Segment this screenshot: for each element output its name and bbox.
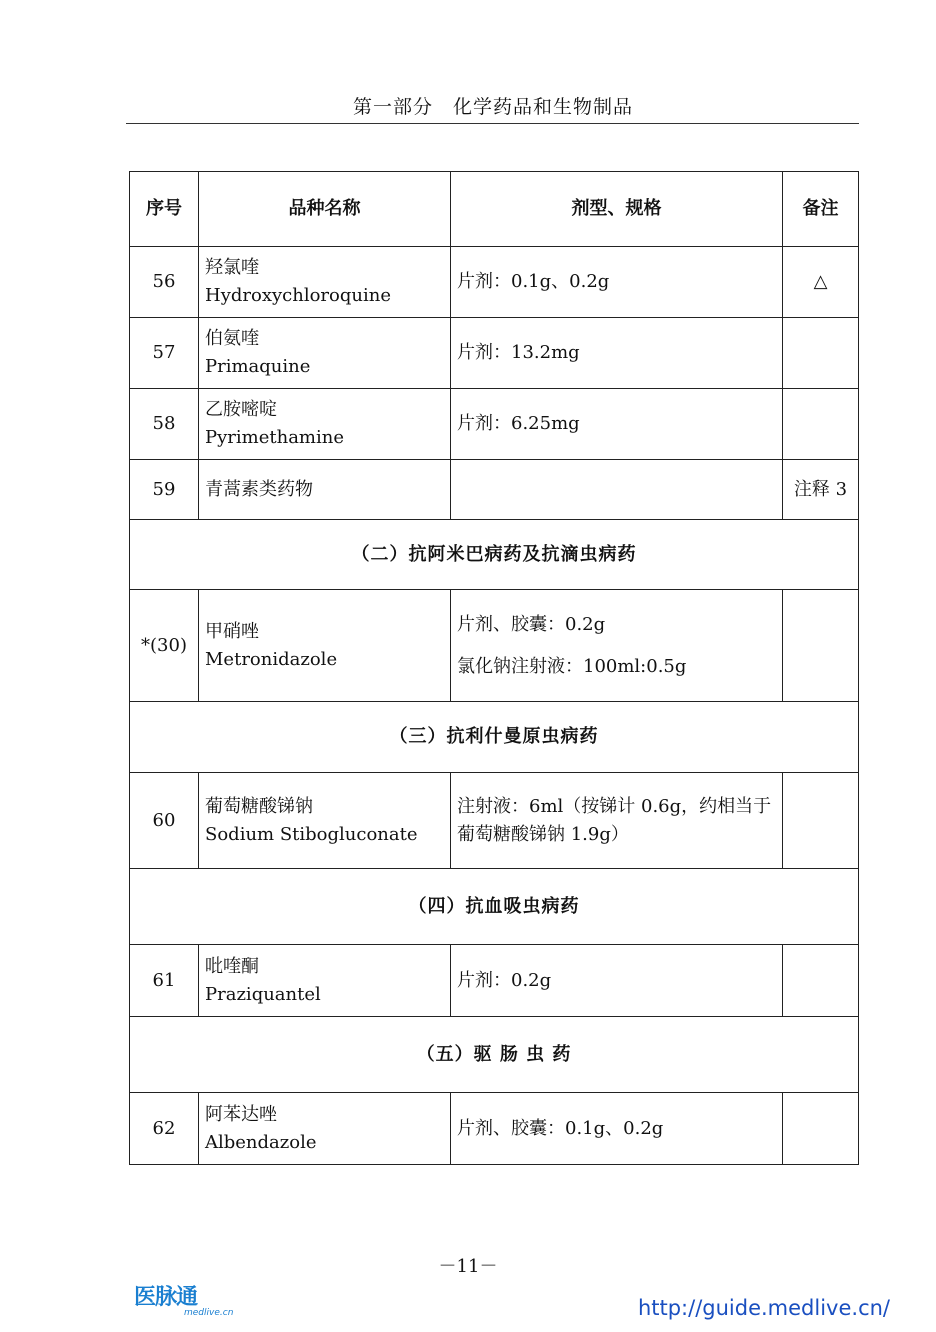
drug-name-en: Hydroxychloroquine	[205, 285, 391, 306]
row-spec: 片剂：0.2g	[451, 945, 783, 1017]
drug-name-cn: 青蒿素类药物	[199, 460, 451, 520]
drug-name-en: Pyrimethamine	[205, 427, 344, 448]
row-seq: 60	[130, 773, 199, 869]
table-row	[130, 945, 859, 1017]
row-seq: 62	[130, 1093, 199, 1165]
table-row	[130, 389, 859, 460]
table-row	[130, 590, 859, 702]
row-name	[199, 590, 451, 702]
row-spec: 片剂：0.1g、0.2g	[451, 247, 783, 318]
row-name	[199, 945, 451, 1017]
row-seq: *(30)	[130, 590, 199, 702]
row-seq: 56	[130, 247, 199, 318]
drug-name-en: Sodium Stibogluconate	[205, 823, 418, 845]
row-spec	[451, 590, 783, 702]
section-title: （三）抗利什曼原虫病药	[130, 702, 859, 773]
row-spec: 片剂、胶囊：0.1g、0.2g	[451, 1093, 783, 1165]
spec-line: 片剂、胶囊：0.2g	[457, 613, 606, 635]
section-title: （五）驱 肠 虫 药	[130, 1017, 859, 1093]
table-row	[130, 318, 859, 389]
drug-name-en: Metronidazole	[205, 648, 338, 670]
row-seq: 58	[130, 389, 199, 460]
page-header-title: 第一部分 化学药品和生物制品	[352, 96, 633, 118]
drug-table	[129, 171, 859, 1165]
row-name	[199, 773, 451, 869]
drug-name-en: Primaquine	[205, 356, 311, 377]
column-header-name: 品种名称	[199, 172, 451, 247]
row-name	[199, 389, 451, 460]
row-note	[783, 1093, 859, 1165]
drug-name-cn: 吡喹酮	[205, 955, 259, 977]
logo-subtext: medlive.cn	[184, 1308, 234, 1318]
row-spec: 片剂：13.2mg	[451, 318, 783, 389]
row-spec: 注射液：6ml（按锑计 0.6g，约相当于葡萄糖酸锑钠 1.9g）	[451, 773, 783, 869]
section-row	[130, 869, 859, 945]
row-name	[199, 1093, 451, 1165]
drug-name-cn: 葡萄糖酸锑钠	[205, 795, 313, 817]
drug-name-en: Praziquantel	[205, 983, 321, 1005]
site-url-link[interactable]: http://guide.medlive.cn/	[637, 1296, 890, 1320]
table-header-row	[130, 172, 859, 247]
row-seq: 59	[130, 460, 199, 520]
section-row	[130, 1017, 859, 1093]
row-note	[783, 318, 859, 389]
row-spec	[451, 460, 783, 520]
column-header-note: 备注	[783, 172, 859, 247]
drug-name-cn: 羟氯喹	[205, 257, 259, 279]
table-row	[130, 773, 859, 869]
row-note: 注释 3	[783, 460, 859, 520]
column-header-seq: 序号	[130, 172, 199, 247]
table-row	[130, 460, 859, 520]
row-note	[783, 389, 859, 460]
header-rule	[126, 123, 859, 124]
medlive-logo[interactable]	[134, 1280, 244, 1320]
page-number: －11－	[438, 1256, 498, 1277]
row-note: △	[783, 247, 859, 318]
drug-name-cn: 伯氨喹	[205, 328, 259, 350]
section-title: （四）抗血吸虫病药	[130, 869, 859, 945]
drug-name-cn: 阿苯达唑	[205, 1103, 277, 1125]
logo-text: 医脉通	[134, 1285, 198, 1310]
table-row	[130, 1093, 859, 1165]
drug-name-cn: 甲硝唑	[205, 620, 259, 642]
row-seq: 57	[130, 318, 199, 389]
section-title: （二）抗阿米巴病药及抗滴虫病药	[130, 520, 859, 590]
row-note	[783, 773, 859, 869]
row-note	[783, 590, 859, 702]
row-seq: 61	[130, 945, 199, 1017]
row-name	[199, 318, 451, 389]
column-header-spec: 剂型、规格	[451, 172, 783, 247]
section-row	[130, 702, 859, 773]
row-note	[783, 945, 859, 1017]
section-row	[130, 520, 859, 590]
row-spec: 片剂：6.25mg	[451, 389, 783, 460]
drug-name-en: Albendazole	[205, 1131, 317, 1153]
row-name	[199, 247, 451, 318]
drug-name-cn: 乙胺嘧啶	[205, 399, 277, 421]
table-row	[130, 247, 859, 318]
spec-line: 氯化钠注射液：100ml:0.5g	[457, 655, 687, 677]
